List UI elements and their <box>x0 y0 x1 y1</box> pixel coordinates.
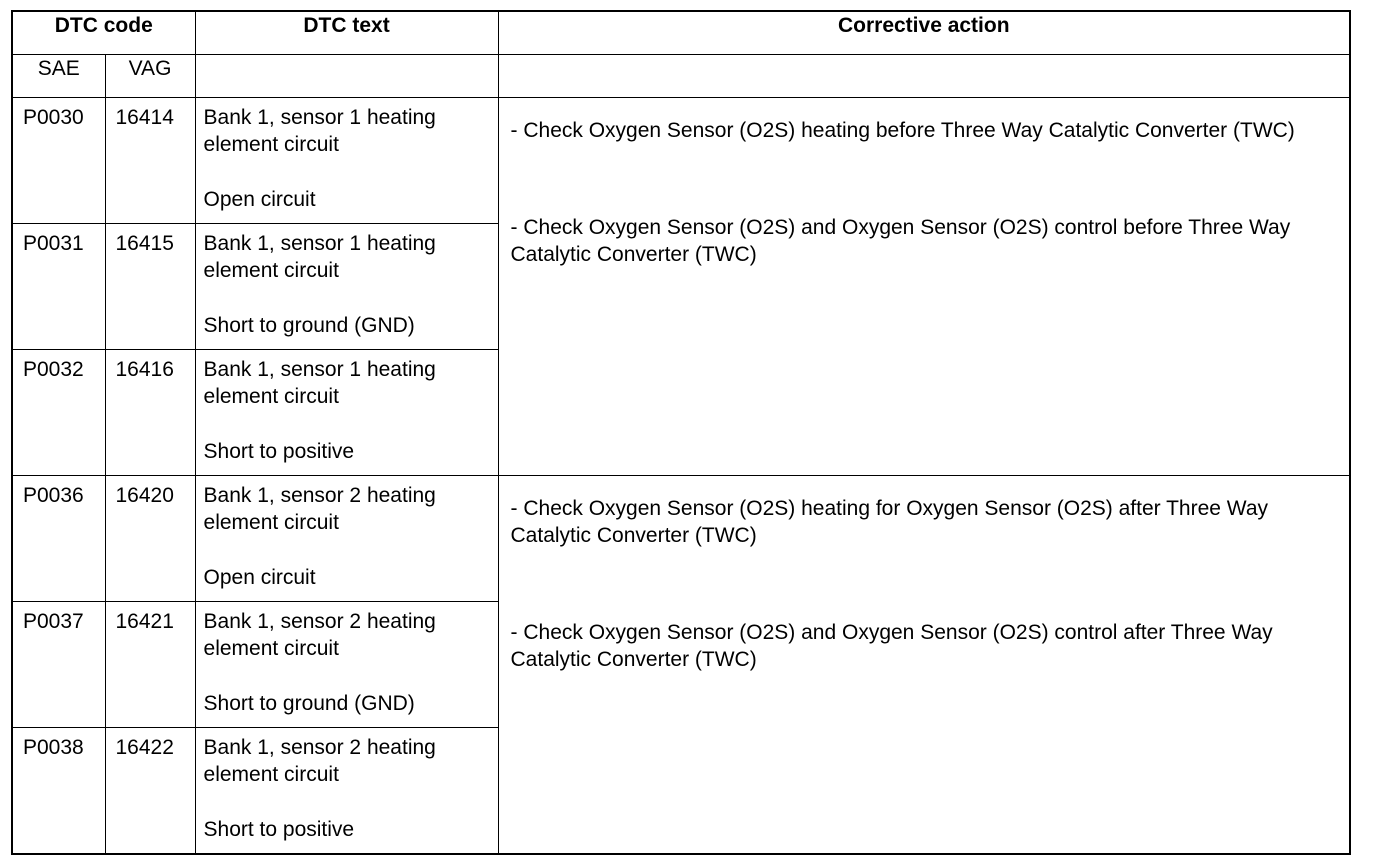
subheader-row <box>12 55 1350 98</box>
vag-code: 16420 <box>105 476 195 602</box>
dtc-condition: Short to positive <box>203 818 355 841</box>
dtc-description: Bank 1, sensor 1 heating element circuit <box>203 106 436 156</box>
header-dtc-text: DTC text <box>195 11 498 55</box>
vag-code: 16415 <box>105 224 195 350</box>
corrective-action-cell <box>498 476 1350 855</box>
sae-code: P0036 <box>12 476 105 602</box>
sae-code: P0037 <box>12 602 105 728</box>
corrective-action-item: - Check Oxygen Sensor (O2S) heating for Oxygen Sensor (O2S) after Three Way Catalytic Converter (TWC) <box>510 497 1269 547</box>
subheader-vag: VAG <box>105 55 195 98</box>
table-row <box>12 476 1350 602</box>
corrective-action-item: - Check Oxygen Sensor (O2S) and Oxygen Sensor (O2S) control before Three Way Catalytic Converter (TWC) <box>510 216 1291 266</box>
subheader-sae: SAE <box>12 55 105 98</box>
vag-code: 16422 <box>105 728 195 855</box>
dtc-description: Bank 1, sensor 1 heating element circuit <box>203 232 436 282</box>
dtc-text-cell <box>195 728 498 855</box>
vag-code: 16416 <box>105 350 195 476</box>
sae-code: P0032 <box>12 350 105 476</box>
header-row <box>12 11 1350 55</box>
table-row <box>12 98 1350 224</box>
subheader-empty <box>498 55 1350 98</box>
dtc-condition: Open circuit <box>203 566 316 589</box>
vag-code: 16421 <box>105 602 195 728</box>
dtc-text-cell <box>195 602 498 728</box>
dtc-text-cell <box>195 350 498 476</box>
subheader-empty <box>195 55 498 98</box>
sae-code: P0038 <box>12 728 105 855</box>
dtc-description: Bank 1, sensor 2 heating element circuit <box>203 736 436 786</box>
dtc-description: Bank 1, sensor 2 heating element circuit <box>203 610 436 660</box>
dtc-table <box>11 10 1351 855</box>
header-dtc-code: DTC code <box>12 11 195 55</box>
dtc-text-cell <box>195 98 498 224</box>
sae-code: P0031 <box>12 224 105 350</box>
dtc-condition: Short to positive <box>203 440 355 463</box>
dtc-condition: Open circuit <box>203 188 316 211</box>
sae-code: P0030 <box>12 98 105 224</box>
header-corrective-action: Corrective action <box>498 11 1350 55</box>
dtc-text-cell <box>195 224 498 350</box>
dtc-condition: Short to ground (GND) <box>203 692 415 715</box>
corrective-action-item: - Check Oxygen Sensor (O2S) heating before Three Way Catalytic Converter (TWC) <box>510 119 1295 142</box>
dtc-text-cell <box>195 476 498 602</box>
dtc-description: Bank 1, sensor 2 heating element circuit <box>203 484 436 534</box>
corrective-action-item: - Check Oxygen Sensor (O2S) and Oxygen Sensor (O2S) control after Three Way Catalytic Converter (TWC) <box>510 621 1273 671</box>
vag-code: 16414 <box>105 98 195 224</box>
dtc-description: Bank 1, sensor 1 heating element circuit <box>203 358 436 408</box>
dtc-condition: Short to ground (GND) <box>203 314 415 337</box>
corrective-action-cell <box>498 98 1350 476</box>
